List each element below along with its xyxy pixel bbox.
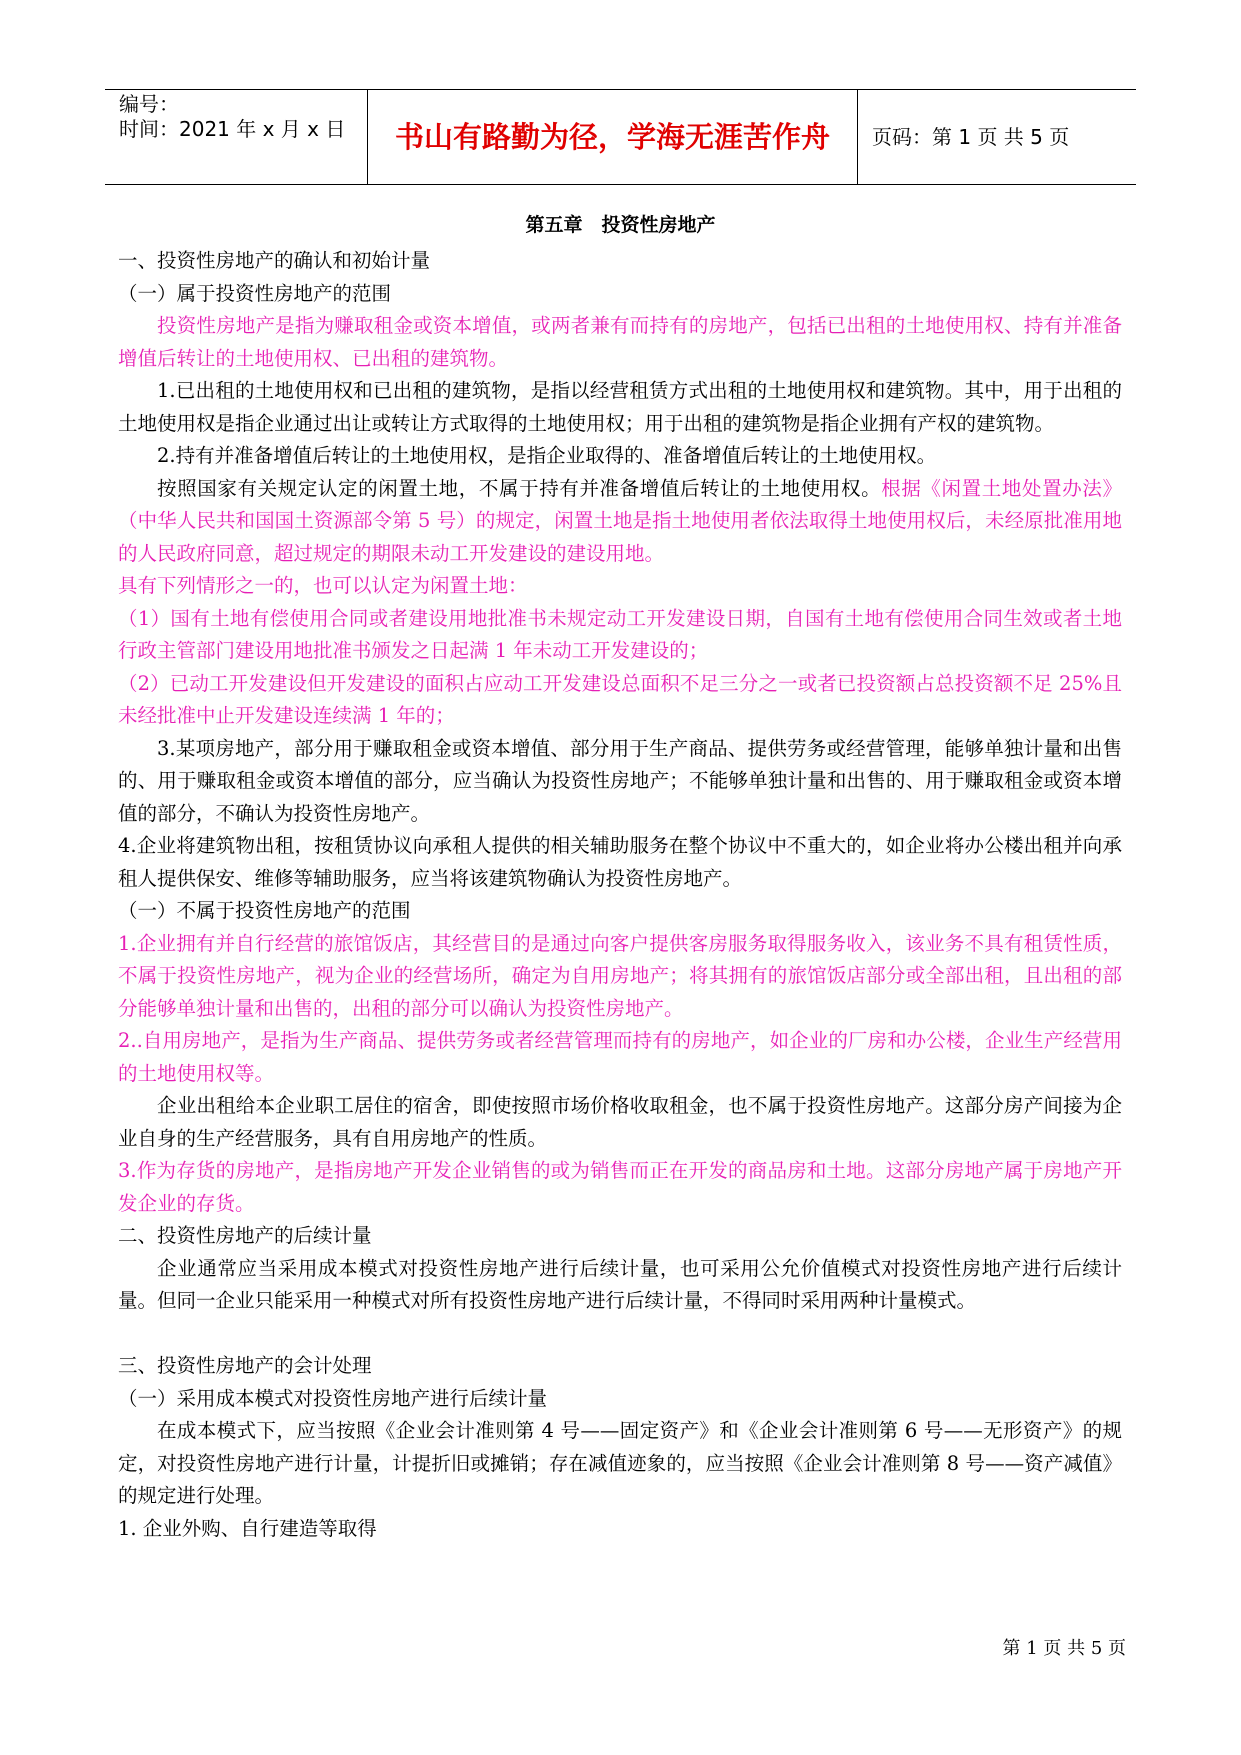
document-body xyxy=(118,245,1122,1545)
item-heading-1: 1. 企业外购、自行建造等取得 xyxy=(118,1516,377,1540)
idle-land-text: 按照国家有关规定认定的闲置土地，不属于持有并准备增值后转让的土地使用权。 xyxy=(157,476,882,500)
exclusion-1: 1.企业拥有并自行经营的旅馆饭店，其经营目的是通过向客户提供客房服务取得服务收入，该业务不具有租赁性质，不属于投资性房地产，视为企业的经营场所，确定为自用房地产；将其拥有的旅馆饭店部分或全部出租，且出租的部分能够单独计量和出售的，出租的部分可以确认为投资性房地产。 xyxy=(118,931,1122,1020)
dormitory-paragraph: 企业出租给本企业职工居住的宿舍，即使按照市场价格收取租金，也不属于投资性房地产。这部分房产间接为企业自身的生产经营服务，具有自用房地产的性质。 xyxy=(118,1094,1122,1150)
subsection-heading-2: （一）不属于投资性房地产的范围 xyxy=(118,899,411,922)
paragraph-3: 3.某项房地产，部分用于赚取租金或资本增值、部分用于生产商品、提供劳务或经营管理，能够单独计量和出售的、用于赚取租金或资本增值的部分，应当确认为投资性房地产；不能够单独计量和出售的、用于赚取租金或资本增值的部分，不确认为投资性房地产。 xyxy=(118,736,1122,825)
section-heading-2: 二、投资性房地产的后续计量 xyxy=(118,1224,372,1247)
idle-land-paragraph xyxy=(118,473,1122,571)
chapter-title: 第五章 投资性房地产 xyxy=(525,214,716,236)
document-header xyxy=(105,89,1136,185)
paragraph-4: 4.企业将建筑物出租，按租赁协议向承租人提供的相关辅助服务在整个协议中不重大的，如企业将办公楼出租并向承租人提供保安、维修等辅助服务，应当将该建筑物确认为投资性房地产。 xyxy=(118,834,1122,890)
number-label: 编号： xyxy=(119,92,179,116)
page-code: 页码：第 1 页 共 5 页 xyxy=(872,125,1070,149)
header-middle-cell xyxy=(368,90,858,184)
section-heading-3: 三、投资性房地产的会计处理 xyxy=(118,1354,372,1377)
idle-land-condition-2: （2）已动工开发建设但开发建设的面积占应动工开发建设总面积不足三分之一或者已投资额占总投资额不足 25%且未经批准中止开发建设连续满 1 年的； xyxy=(118,671,1122,727)
time-label: 时间：2021 年 x 月 x 日 xyxy=(119,117,346,141)
subsection-heading-1: （一）属于投资性房地产的范围 xyxy=(118,281,392,305)
exclusion-3: 3.作为存货的房地产，是指房地产开发企业销售的或为销售而正在开发的商品房和土地。这部分房地产属于房地产开发企业的存货。 xyxy=(118,1159,1122,1215)
idle-land-regulation-text: 根据《闲置土地处置办法》（中华人民共和国国土资源部令第 5 号）的规定，闲置土地是指土地使用者依法取得土地使用权后，未经原批准用地的人民政府同意，超过规定的期限未动工开发建设的建设用地。 xyxy=(118,476,1122,565)
idle-land-conditions-intro: 具有下列情形之一的，也可以认定为闲置土地： xyxy=(118,574,528,597)
definition-paragraph: 投资性房地产是指为赚取租金或资本增值，或两者兼有而持有的房地产，包括已出租的土地使用权、持有并准备增值后转让的土地使用权、已出租的建筑物。 xyxy=(118,314,1122,370)
idle-land-condition-1: （1）国有土地有偿使用合同或者建设用地批准书未规定动工开发建设日期，自国有土地有偿使用合同生效或者土地行政主管部门建设用地批准书颁发之日起满 1 年未动工开发建设的； xyxy=(118,606,1122,662)
subsection-heading-3: （一）采用成本模式对投资性房地产进行后续计量 xyxy=(118,1386,548,1410)
subsequent-measurement-paragraph: 企业通常应当采用成本模式对投资性房地产进行后续计量，也可采用公允价值模式对投资性房地产进行后续计量。但同一企业只能采用一种模式对所有投资性房地产进行后续计量，不得同时采用两种计量模式。 xyxy=(118,1256,1122,1312)
paragraph-2: 2.持有并准备增值后转让的土地使用权，是指企业取得的、准备增值后转让的土地使用权。 xyxy=(157,444,937,467)
page-footer: 第 1 页 共 5 页 xyxy=(1002,1638,1126,1659)
motto: 书山有路勤为径，学海无涯苦作舟 xyxy=(394,120,830,154)
paragraph-1: 1.已出租的土地使用权和已出租的建筑物，是指以经营租赁方式出租的土地使用权和建筑物。其中，用于出租的土地使用权是指企业通过出让或转让方式取得的土地使用权；用于出租的建筑物是指企业拥有产权的建筑物。 xyxy=(118,379,1122,435)
section-heading-1: 一、投资性房地产的确认和初始计量 xyxy=(118,249,431,272)
header-right-cell xyxy=(858,90,1136,184)
cost-model-paragraph: 在成本模式下，应当按照《企业会计准则第 4 号——固定资产》和《企业会计准则第 6 号——无形资产》的规定，对投资性房地产进行计量，计提折旧或摊销；存在减值迹象的，应当按照《企业会计准则第 8 号——资产减值》的规定进行处理。 xyxy=(118,1419,1122,1507)
exclusion-2: 2..自用房地产，是指为生产商品、提供劳务或者经营管理而持有的房地产，如企业的厂房和办公楼，企业生产经营用的土地使用权等。 xyxy=(118,1029,1122,1085)
header-left-cell xyxy=(105,90,368,184)
